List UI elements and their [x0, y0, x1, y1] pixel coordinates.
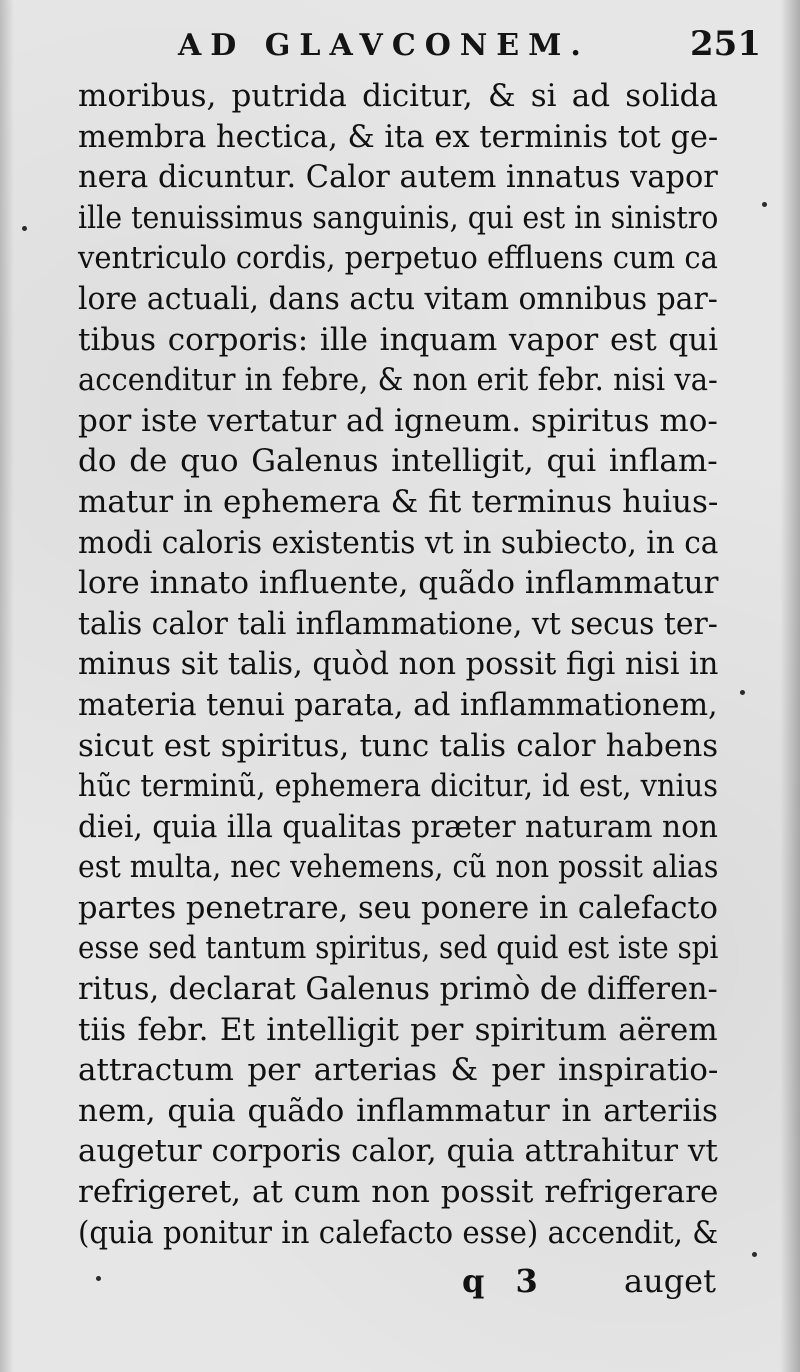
text-line: lore actuali, dans actu vitam omnibus par- — [78, 280, 718, 317]
margin-speck — [740, 690, 745, 695]
text-line: est multa, nec vehemens, cũ non possit alias — [78, 849, 719, 886]
text-line: (quia ponitur in calefacto esse) accendit, & — [78, 1214, 719, 1251]
text-line: accenditur in febre, & non erit febr. nisi va- — [78, 362, 718, 399]
text-line: minus sit talis, quòd non possit figi nisi in — [78, 646, 719, 683]
text-line: ritus, declarat Galenus primò de differen- — [78, 971, 718, 1008]
text-line: augetur corporis calor, quia attrahitur vt — [78, 1133, 718, 1170]
running-title: AD GLAVCONEM. — [178, 28, 590, 63]
text-line: tiis febr. Et intelligit per spiritum aërem — [78, 1011, 718, 1048]
page-number: 251 — [690, 24, 761, 64]
running-head — [0, 22, 800, 72]
margin-speck — [752, 1252, 757, 1257]
body-text — [78, 76, 718, 1253]
text-line: membra hectica, & ita ex terminis tot ge- — [78, 118, 719, 155]
text-line: nem, quia quãdo inflammatur in arteriis — [78, 1092, 718, 1129]
text-line: esse sed tantum spiritus, sed quid est iste spi — [78, 930, 719, 967]
margin-speck — [22, 226, 27, 231]
margin-speck — [762, 202, 767, 207]
text-line: sicut est spiritus, tunc talis calor habens — [78, 727, 719, 764]
text-line: ille tenuissimus sanguinis, qui est in sinistro — [78, 199, 719, 236]
text-line: nera dicuntur. Calor autem innatus vapor — [78, 159, 718, 196]
text-line: attractum per arterias & per inspiratio- — [78, 1052, 719, 1089]
page-footer — [0, 1262, 800, 1312]
text-line: tibus corporis: ille inquam vapor est qui — [78, 321, 719, 358]
text-line: matur in ephemera & fit terminus huius- — [78, 483, 719, 520]
text-line: moribus, putrida dicitur, & si ad solida — [78, 78, 719, 114]
text-line: modi caloris existentis vt in subiecto, in ca — [78, 524, 719, 561]
text-line: ventriculo cordis, perpetuo effluens cum ca — [78, 240, 718, 277]
text-line: hũc terminũ, ephemera dicitur, id est, vnius — [78, 768, 718, 805]
text-line: partes penetrare, seu ponere in calefacto — [78, 889, 719, 926]
text-line: do de quo Galenus intelligit, qui inflam- — [78, 443, 718, 480]
text-line: diei, quia illa qualitas præter naturam non — [78, 808, 718, 845]
text-line: refrigeret, at cum non possit refrigerare — [78, 1174, 719, 1211]
text-line: por iste vertatur ad igneum. spiritus mo- — [78, 402, 718, 439]
signature-mark: q 3 — [462, 1262, 548, 1300]
text-line: materia tenui parata, ad inflammationem, — [78, 686, 718, 723]
margin-speck — [96, 1276, 101, 1281]
text-line: talis calor tali inflammatione, vt secus ter- — [78, 605, 718, 642]
catchword: auget — [624, 1262, 716, 1300]
text-line: lore innato influente, quãdo inflammatur — [78, 565, 719, 602]
